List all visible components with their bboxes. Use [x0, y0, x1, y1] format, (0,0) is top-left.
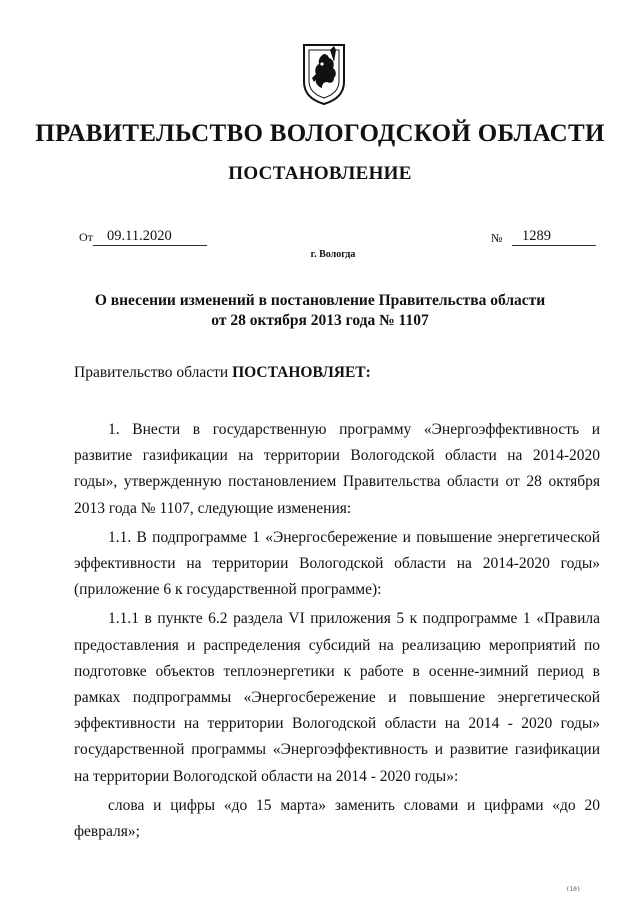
city-label: г. Вологда: [310, 249, 356, 260]
paragraph-1-1-1: 1.1.1 в пункте 6.2 раздела VI приложения 5 к подпрограмме 1 «Правила предоставления и распределения субсидий на реализацию мероприятий по подготовке объектов теплоэнергетики к работе в осенне-зимний период в рамках подпрограммы «Энергосбережение и повышение энергетической эффективности на территории Вологодской области на 2014 - 2020 годы» государственной программы «Энергоэффективность и развитие газификации на территории Вологодской области на 2014 - 2020 годы»:: [74, 610, 600, 785]
paragraph-1-1: 1.1. В подпрограмме 1 «Энергосбережение и повышение энергетической эффективности на территории Вологодской области на 2014-2020 годы» (приложение 6 к государственной программе):: [74, 528, 600, 599]
title-line-1: О внесении изменений в постановление Правительства области: [94, 292, 546, 309]
preamble-decree: ПОСТАНОВЛЯЕТ:: [232, 364, 371, 381]
document-number: 1289: [512, 228, 596, 246]
date-label: От: [79, 230, 93, 244]
document-date: 09.11.2020: [93, 228, 207, 246]
document-title: [60, 291, 580, 331]
preamble: [74, 364, 371, 382]
document-type: ПОСТАНОВЛЕНИЕ: [228, 163, 412, 184]
footer-mark: (10): [566, 886, 581, 893]
number-label: №: [491, 231, 503, 245]
title-line-2: от 28 октября 2013 года № 1107: [211, 312, 429, 329]
organization-title: ПРАВИТЕЛЬСТВО ВОЛОГОДСКОЙ ОБЛАСТИ: [35, 120, 605, 147]
paragraph-replacement: слова и цифры «до 15 марта» заменить словами и цифрами «до 20 февраля»;: [74, 796, 600, 841]
paragraph-1: 1. Внести в государственную программу «Энергоэффективность и развитие газификации на территории Вологодской области на 2014-2020 годы», утвержденную постановлением Правительства области от 28 октября 2013 года № 1107, следующие изменения:: [74, 421, 600, 517]
coat-of-arms-icon: [300, 42, 348, 106]
preamble-text: Правительство области: [74, 364, 233, 381]
document-body: [74, 417, 600, 848]
